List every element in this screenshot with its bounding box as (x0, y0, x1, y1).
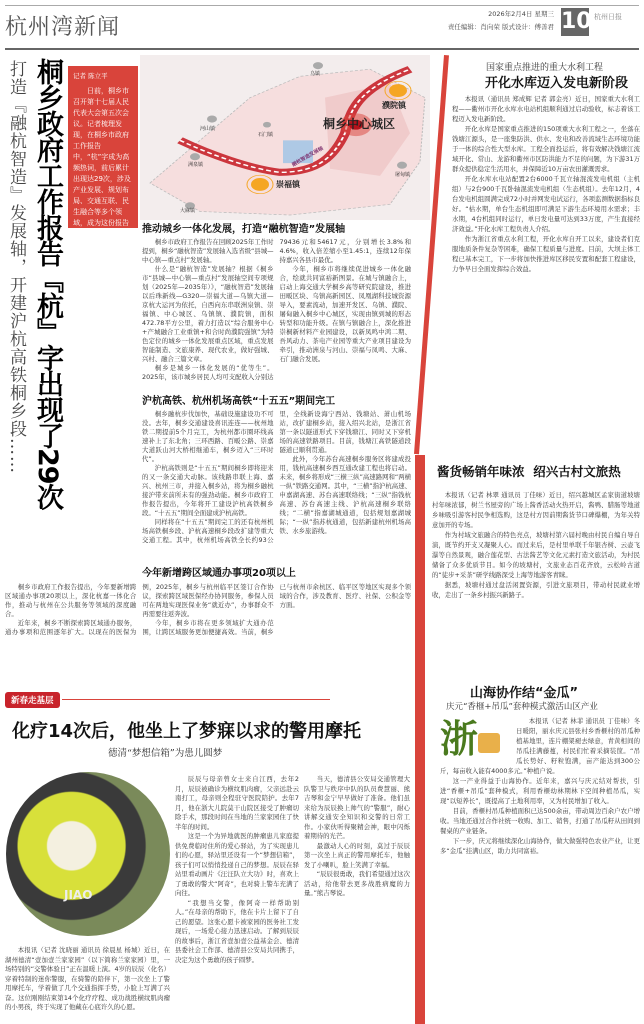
paragraph: 下一步，庆元将继续深化山海协作，做大做强特色农业产业，让更多“金瓜”挂满山区，助力共同富裕。 (440, 837, 640, 855)
map-label-town: 屠甸镇 (395, 172, 411, 178)
paragraph: 目前，香榧村吊瓜种植面积已达500余亩，带动周边百余户农户增收。当地还通过合作社统一收购、加工、销售，打通了吊瓜籽从田间到餐桌的产业链条。 (440, 807, 640, 835)
paragraph: 今年，桐乡市将继续促进城乡一体化融合，绘就共同富裕新图景。在城与镇融合上，启动上海交通大学桐乡高等研究院建设，推进田畈区块、乌镇高新园区、凤凰湖科技城资源导入，要素流动，加速开发区、乌镇、濮院、屠甸融入桐乡中心城区，实现由镇到城的形态转型和功能升级。在镇与镇融合上，深化推进崇桐新材料产业园建设，以新凤鸣中鸿二期、吾风动力、茶电产业园等重大产业项目建设为牵引，推动洲泉与河山、崇福与凤鸣、大麻、石门融合发展。 (279, 265, 411, 363)
lead-section-body (5, 583, 411, 679)
map-label-axis: 融杭智造发展轴 (291, 145, 325, 169)
melon-subtitle: 庆元“香榧+吊瓜”套种模式激活山区产业 (446, 702, 598, 712)
column-tag: 新春走基层 (5, 692, 60, 708)
editor-credit: 责任编辑：肖向荣 版式设计：傅善君 (447, 23, 554, 31)
paragraph: 同样将在“十五五”期间完工的还有杭州机场高铁桐乡段、沪杭高速桐乡段改扩建等重大交通工程。其中，杭州机场高铁全长约93公里，全线新设海宁西站、钱塘站、萧山机场站，改扩建桐乡站，接入绍兴北站，是浙江省第一条以隧道形式下穿钱塘江、同时又下穿机场的高速铁路项目。目前，钱塘江高铁隧道段隧道已顺利贯通。 (142, 410, 411, 544)
lead-section-body (142, 410, 411, 564)
melon-headline: 山海协作结“金瓜” (470, 686, 579, 701)
paragraph: 桐乡融杭步伐加快，基础设施建设功不可没。去年，桐乡交通建设喜讯连连——杭州地铁二期提前5个月完工，为杭州都市圈环线高速补上了东北角；三环西路、百畈公路、崇嘉大道跃山河大桥相继通车，桐乡迈入“三环时代”。 (142, 410, 274, 463)
section-title: 杭州湾新闻 (5, 15, 121, 40)
logo-glyph: 浙 (440, 716, 479, 761)
map-label-town: 洲泉镇 (188, 162, 204, 168)
paragraph: 此外，今年苏台高速桐乡服务区将建成投用，钱杭高速桐乡西互通改建工程也将启动。未来，桐乡将形成“三横三纵”高速路网和“两横一纵”铁路交通网。其中，“三横”指沪杭高速、申嘉湖高速、苏台高速联络线；“三纵”指钱杭高速、苏台高速主线、沪杭高速桐乡联络线；“二横”指嘉湖城通道，包括规划嘉湖城际；“一纵”指苏杭通道，包括新建杭州机场高铁、水乡旅游线。 (279, 455, 411, 535)
map-label-town: 河山镇 (200, 126, 216, 132)
lead-intro: 日前，桐乡市召开第十七届人民代表大会第五次会议。记者梳理发现，在桐乡市政府工作报告中，“杭”字成为高频热词，前后累计出现达29次，涉及产业发展、规划布局、交通互联、民生融合等多个领域，成为这份报告里彰显发展导向的一大亮眼细节。 (73, 87, 131, 249)
header-rule (5, 48, 639, 50)
feature-body (175, 775, 299, 1024)
paragraph: 最激动人心的时刻，莫过于辰辰第一次坐上真正的警用摩托车，他触发了小喇叭，脸上笑满了幸福。 (304, 841, 410, 869)
zhejiang-logo (440, 716, 512, 762)
paragraph: 据悉，坡塘村通过盘活闲置资源，引进文旅项目，带动村民就业增收，走出了一条乡村振兴新路子。 (432, 581, 640, 599)
map-graphic (140, 55, 430, 220)
feature-headline: 化疗14次后，他坐上了梦寐以求的警用摩托 (12, 721, 362, 742)
lead-intro-box (68, 66, 138, 249)
newspaper-logo: 杭州日报 (594, 13, 622, 21)
water-kicker: 国家重点推进的重大水利工程 (486, 63, 604, 73)
map-label-town: 大麻镇 (180, 208, 196, 214)
paragraph: 这是一个为异地就医的肿瘤患儿家庭提供免费临时住所的爱心驿站，为了实现患儿们的心愿，驿站里还设有一个“梦想信箱”，孩子们可以悄悄投递自己的梦想。辰辰在驿站里看动画片《汪汪队立大功》时，喜欢上了勇敢的警犬“阿奇”，也对骑上警车充满了向往。 (175, 832, 299, 897)
paragraph: 桐乡市政府工作报告在回顾2025年工作时提到，桐乡“融杭智造”发展轴入选省级“县城—中心镇—重点村”发展轴。 (142, 238, 274, 264)
map-label-town: 石门镇 (258, 132, 274, 138)
paragraph: 这一产业得益于山海协作。近年来，嘉兴与庆元结对帮扶，引进“香榧+吊瓜”套种模式，利用香榧幼林期林下空间种植吊瓜，实现“以短养长”，既提高了土地利用率，又为村民增加了收入。 (440, 777, 640, 805)
paragraph: 本报讯（记者 林菲 通讯员 丁佳味）冬日暖阳，丽水庆元县张村乡香榧村的吊瓜种植基地里，连片棚架褪去绿意，青黄相间的吊瓜挂满藤蔓，村民们忙着采摘装筐。“吊瓜长势好、籽粒饱满，亩产能达到300公斤，每亩收入能有4000多元。”种植户说。 (440, 717, 640, 775)
paragraph: 沪杭高铁则是“十五五”期间桐乡即将迎来的又一条交通大动脉。该线路串联上海、嘉兴、杭州三市，并接入桐乡站，将为桐乡融杭接沪带来前所未有的强劲动能。桐乡市政府工作报告提出，今年将开工建设沪杭高铁桐乡段。“十五五”期间全面建成沪杭高铁。 (142, 464, 274, 517)
paragraph: 桐乡是城乡一体化发展的“优等生”。2025年，该市城乡居民人均可支配收入分别达79436元和54617元，分别增长3.8%和4.6%，收入倍差缩小至1.45:1，连续12年保持嘉兴各县市最优。 (142, 238, 411, 381)
paragraph: 近年来，桐乡不断探索跨区域通办服务，通办事项和范围逐年扩大。以现在的医保为例，2025年，桐乡与杭州临平区签订合作协议，探索跨区域医保经办协同服务，参保人员可在两地实现医保业务“就近办”，办事群众不再需要往返奔波。 (5, 583, 274, 636)
paragraph: 开化水库水电站配置2台6000千瓦立轴混流发电机组（主机组）与2台900千瓦卧轴混流发电机组（生态机组）。去年12月，4台发电机组圆满完成72小时并网发电试运行，各项监测数据指标良好。“枯水期，单台生态机组即可满足下游生态环境用水需求；丰水期，4台机组同时运行，单日发电量可达到33万度，产生直接经济效益。”开化水库工程负责人介绍。 (452, 175, 640, 233)
water-headline: 开化水库迈入发电新阶段 (485, 76, 629, 91)
map-label-town: 濮院镇 (382, 101, 406, 110)
top-rule (5, 5, 639, 6)
lead-section-heading: 今年新增跨区域通办事项20项以上 (142, 568, 296, 579)
map-label-town: 乌镇 (310, 71, 321, 77)
map-label-center: 桐乡中心城区 (323, 117, 396, 131)
feature-photo (6, 772, 170, 936)
paragraph: 什么是“融杭智造”发展轴？根据《桐乡市“县城—中心镇—重点村”发展轴空间专项规划（2025年—2035年）》，“融杭智造”发展轴以后珠新线—G320—崇福大道—乌镇大道—京杭大运河为依托，自西向东串联洲泉镇、崇福镇、中心城区、乌镇镇、濮院镇，面积472.78平方公里，着力打造以“综合服务中心+产城融合工业重镇+和合时尚濮院强镇”为特色定位的城乡一体化发展重点区域，重点发展智能制造、文旅康养、现代农业，做好强城、兴村、融合三篇文章。 (142, 265, 274, 363)
red-divider (415, 455, 425, 1024)
tag-rule (62, 699, 330, 700)
paragraph: 本报讯（记者 林翠 通讯员 丁佳味）近日，绍兴越城区孟家街道坡塘村年味浓郁，树兰书屋旁的广场上酱香活动火热开启，酱鸭、腊肠等地道乡味吸引游客村民争相选购，这是村方因前期酱货节口碑爆棚，为年关特意加开的专场。 (432, 491, 640, 529)
map-label-town: 崇福镇 (276, 180, 300, 189)
development-axis-map (140, 55, 430, 220)
feature-body (304, 775, 410, 1024)
paragraph: 作为浙江省重点水利工程，开化水库自开工以来，建设者们克服地质条件复杂等困难，确保工程质量与进度。目前，大坝主体工程已基本完工，下一步将加快推进库区移民安置和配套工程建设，力争早日全面发挥综合效益。 (452, 235, 640, 273)
paragraph: 开化水库是国家重点推进的150项重大水利工程之一，坐落在钱塘江源头，是一座集防洪、供水、发电和改善流域生态环境功能于一体的综合性大型水库。工程全面投运后，将有效解决钱塘江流域开化、常山、龙游和衢州市区防洪能力不足的问题，为下游31万群众提供稳定生活用水，并保障近10万亩农田灌溉需求。 (452, 125, 640, 173)
paragraph: 桐乡市政府工作报告提出，今年要新增跨区域通办事项20项以上，深化杭嘉一体化合作，推动与杭州在公共服务等领域的深度融合。 (5, 583, 137, 618)
lead-section-body (142, 238, 411, 392)
paragraph: 作为村域文旅融合的特色亮点，坡塘村第六届村晚由村民自编自导自演，既节约开支又凝聚人心。而过来后，是村里单联千年银杏树、云壶飞瀑等自然景观，融合莲花型、古法酱艺等文化元素打造文旅活动，为村民储备了众多优质节目。如今的坡塘村，文旅业态百花齐放，云松岭古道的“徒步+采茶”研学线路深受上海等地游客青睐。 (432, 531, 640, 579)
paragraph: 本报讯（通讯员 郑成辉 记者 郭金亮）近日，国家重大水利工程——衢州市开化水库水电站机组顺利通过启动验收，标志着该工程迈入发电新阶段。 (452, 95, 640, 123)
lead-byline: 记者 陈立平 (73, 72, 108, 80)
paragraph: 今年，桐乡市将在更多领域扩大通办范围，让跨区域服务更加便捷高效。当前，桐乡已与杭州市余杭区、临平区等地区实现多个领域的合作，涉及教育、医疗、社保、公积金等方面。 (142, 583, 411, 636)
melon-body (440, 716, 640, 1024)
lead-section-heading: 推动城乡一体化发展，打造“融杭智造”发展轴 (142, 224, 346, 235)
paragraph: “我想当交警，像阿奇一样帮助别人。”在母亲的帮助下，他在卡片上留下了自己的愿望。这张心愿卡被家园的医务社工发现后，一场爱心接力迅速启动。了解到辰辰的故事后，浙江省壹加壹公益基金会、德清县委社会工作部、德清县公安局共同携手，决定为这个勇敢的孩子圆梦。 (175, 898, 299, 964)
lead-headline: 桐乡政府工作报告『杭』字出现了29次 (32, 58, 63, 510)
shaoxing-body (432, 490, 640, 675)
page-number: 10 (561, 9, 592, 34)
paragraph: 本报讯（记者 沈晓丽 通讯员 徐晨星 杨城）近日，在湖州德清“壹加壹兰家家园”（以下简称兰家家园）里，一场特别的“交警体验日”正在温暖上演。4岁的辰辰（化名）穿着特制的迷你警服，在骑警的陪伴下，第一次坐上了警用摩托车，学着做了几个交通指挥手势，小脸上写满了兴奋。这位刚刚结束第14个化疗疗程、成功战胜横纹肌肉瘤的小男孩，终于实现了他藏在心底许久的心愿。 (5, 946, 170, 1011)
feature-body (5, 946, 170, 1024)
logo-graphic (478, 733, 500, 753)
paragraph: “辰辰很勇敢，我们希望通过这次活动，给他带去更多战胜病魔的力量。”熊吉琴说。 (304, 870, 410, 897)
paragraph: 辰辰与母亲曾女士来自江西，去年2月，辰辰被确诊为横纹肌肉瘤，父亲远赴云南打工，母亲则全程驻守医院陪护。去年7月，他在浙大儿院莫干山院区接受了肿瘤切除手术，那段时间在当地的兰家家园住了快半年的时间。 (175, 775, 299, 831)
issue-date: 2026年2月4日 星期三 (488, 10, 554, 18)
photo-vest-text: JIAO (64, 888, 93, 902)
lead-section-heading: 沪杭高铁、杭州机场高铁“十五五”期间完工 (142, 396, 336, 407)
feature-subtitle: 德清“梦想信箱”为患儿圆梦 (108, 748, 223, 759)
shaoxing-headline: 酱货畅销年味浓 绍兴古村文旅热 (437, 464, 621, 479)
paragraph: 当天，德清县公安局交通管理大队警卫与秩序中队的队员费慧丽、熊吉琴和金宁早早做好了准备。他们虽来给为辰辰换上帅气的“警服”，耐心讲解交通安全知识和交警的日常工作。小家伙听得聚精会神，眼中闪烁着期待的光芒。 (304, 775, 410, 840)
lead-subtitle: 打造『融杭智造』发展轴，开建沪杭高铁桐乡段…… (6, 60, 26, 474)
water-body (452, 94, 640, 450)
